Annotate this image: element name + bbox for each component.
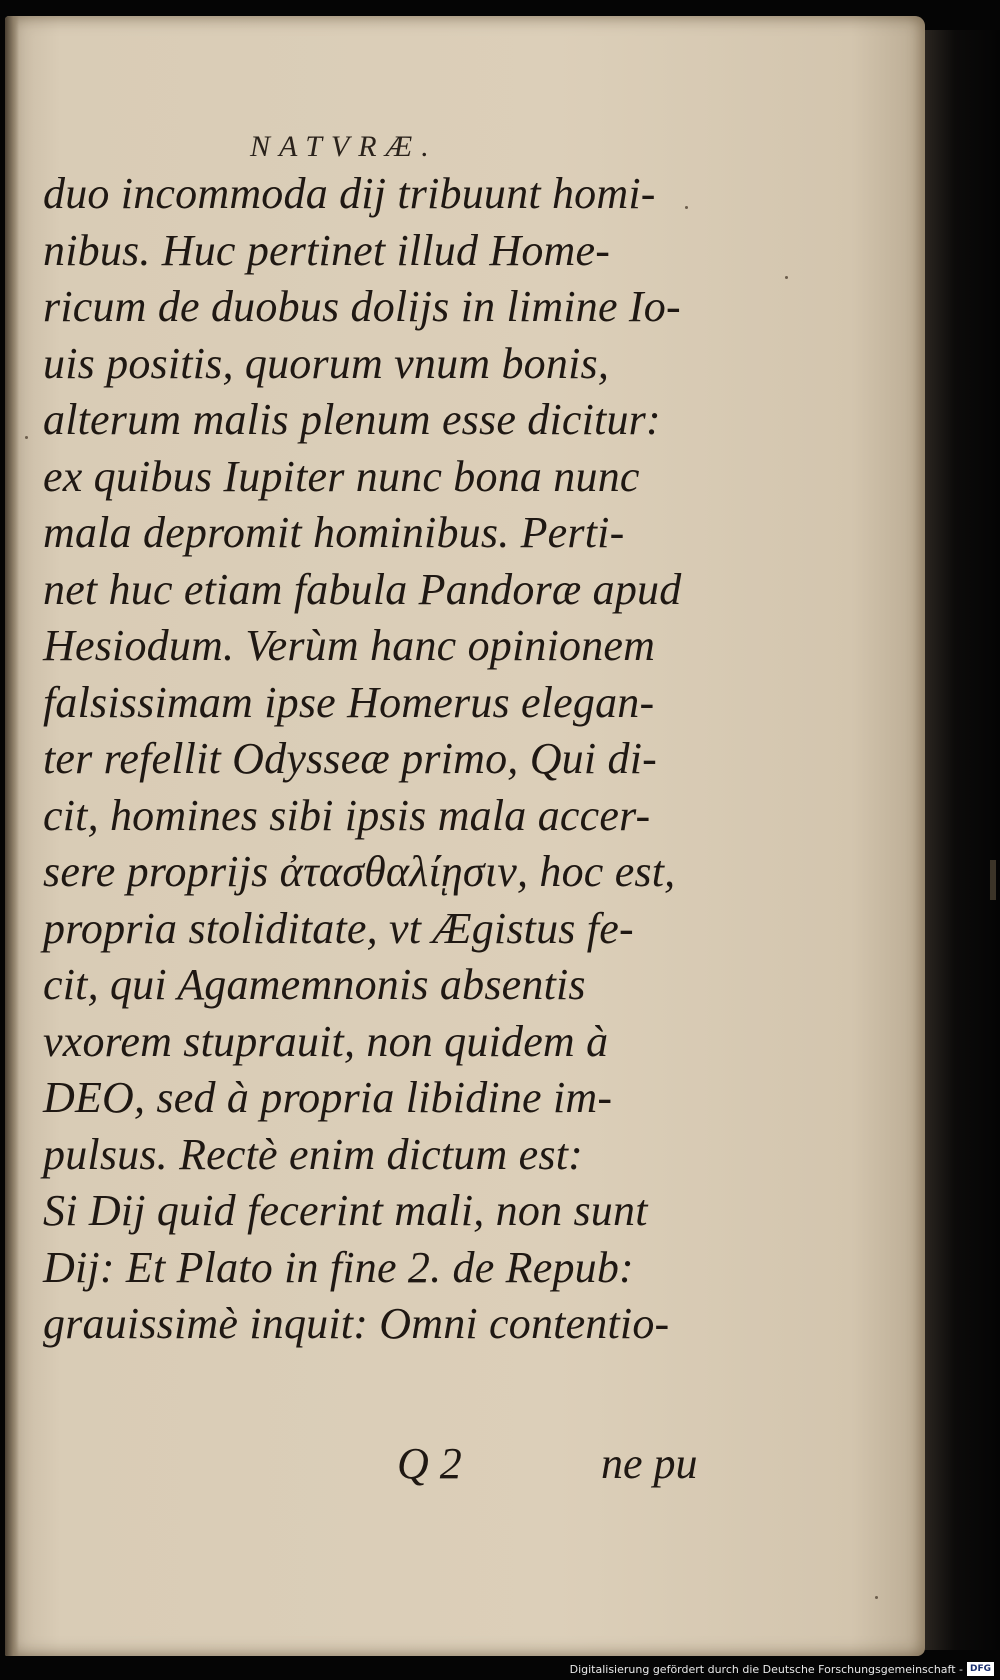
text-line: pulsus. Rectè enim dictum est: <box>43 1129 583 1179</box>
book-edge-shadow <box>925 30 1000 1650</box>
text-line: sere proprijs ἀτασθαλίῃσιν, hoc est, <box>43 847 676 896</box>
text-line: Dij: Et Plato in fine 2. de Repub: <box>43 1242 634 1292</box>
text-line: net huc etiam fabula Pandoræ apud <box>43 564 682 614</box>
text-line: ricum de duobus dolijs in limine Io- <box>43 282 681 331</box>
paper-speck <box>685 206 688 209</box>
book-page <box>5 16 925 1656</box>
text-line: propria stoliditate, vt Ægistus fe- <box>43 903 634 953</box>
text-line: grauissimè inquit: Omni contentio- <box>43 1299 670 1348</box>
digitization-footer <box>570 1660 994 1678</box>
text-line: cit, qui Agamemnonis absentis <box>43 960 586 1009</box>
text-line: nibus. Huc pertinet illud Home- <box>43 225 611 275</box>
text-line: uis positis, quorum vnum bonis, <box>43 338 610 388</box>
paper-speck <box>25 436 28 439</box>
text-line: falsissimam ipse Homerus elegan- <box>43 677 655 727</box>
text-line: vxorem stuprauit, non quidem à <box>43 1016 609 1066</box>
signature-mark: Q 2 <box>397 1439 462 1488</box>
catchword: ne pu <box>601 1439 698 1488</box>
text-line: duo incommoda dij tribuunt homi- <box>43 169 656 218</box>
text-line: ex quibus Iupiter nunc bona nunc <box>43 451 640 501</box>
page-gutter-shadow <box>5 16 19 1656</box>
text-line: ter refellit Odysseæ primo, Qui di- <box>43 734 657 783</box>
text-line: Si Dij quid fecerint mali, non sunt <box>43 1186 648 1235</box>
paper-speck <box>875 1596 878 1599</box>
dfg-logo: DFG <box>967 1662 994 1676</box>
running-head: NATVRÆ. <box>250 130 438 163</box>
text-line: cit, homines sibi ipsis mala accer- <box>43 790 651 840</box>
paper-speck <box>785 276 788 279</box>
text-line: mala depromit hominibus. Perti- <box>43 508 625 557</box>
footer-credit: Digitalisierung gefördert durch die Deutsche Forschungsgemeinschaft - <box>569 1662 963 1676</box>
text-line: Hesiodum. Verùm hanc opinionem <box>43 621 656 670</box>
text-line: alterum malis plenum esse dicitur: <box>43 395 661 444</box>
text-line: DEO, sed à propria libidine im- <box>43 1073 613 1122</box>
book-edge-strip <box>990 860 996 900</box>
